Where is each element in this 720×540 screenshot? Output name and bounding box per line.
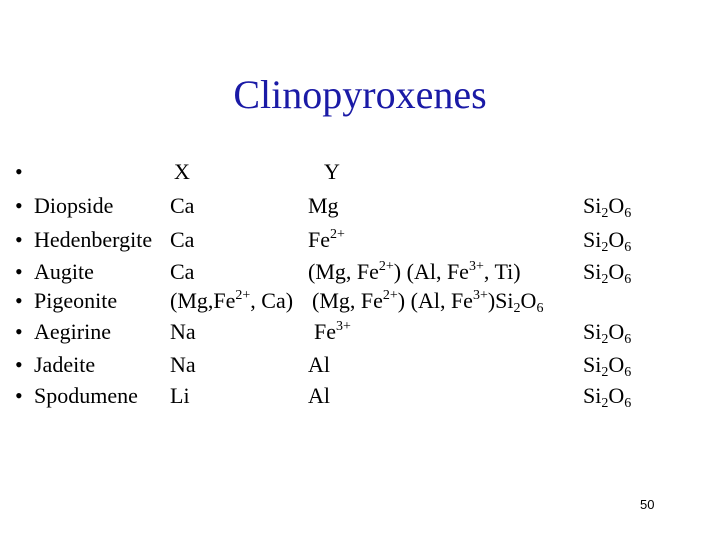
mineral-row bbox=[0, 256, 720, 288]
y-site: (Mg, $Fe^{2+}$) (Al, $Fe^{3+}$, Ti) bbox=[308, 259, 521, 284]
silicate-formula: $Si_2O_6$ bbox=[583, 227, 632, 255]
slide-title: Clinopyroxenes bbox=[233, 72, 487, 117]
bullet: • bbox=[15, 193, 23, 218]
bullet: • bbox=[15, 259, 23, 284]
silicate-formula: $Si_2O_6$ bbox=[583, 319, 632, 347]
mineral-row bbox=[0, 380, 720, 412]
y-site: Mg bbox=[308, 193, 339, 218]
page-number: 50 bbox=[640, 497, 655, 512]
bullet: • bbox=[15, 352, 23, 377]
mineral-row bbox=[0, 349, 720, 381]
mineral-name: Hedenbergite bbox=[34, 227, 153, 252]
silicate-formula: $Si_2O_6$ bbox=[583, 352, 632, 380]
silicate-formula: $Si_2O_6$ bbox=[583, 383, 632, 411]
mineral-name: Aegirine bbox=[34, 319, 111, 344]
mineral-name: Jadeite bbox=[34, 352, 96, 377]
x-site: Ca bbox=[170, 227, 195, 252]
y-site: Al bbox=[308, 383, 330, 408]
mineral-name: Diopside bbox=[34, 193, 114, 218]
mineral-name: Spodumene bbox=[34, 383, 138, 408]
mineral-row bbox=[0, 190, 720, 222]
y-site: Al bbox=[308, 352, 330, 377]
mineral-row bbox=[0, 285, 720, 317]
mineral-name: Augite bbox=[34, 259, 94, 284]
bullet: • bbox=[15, 383, 23, 408]
x-site: Na bbox=[170, 319, 196, 344]
y-header: Y bbox=[324, 159, 340, 184]
x-site: Ca bbox=[170, 259, 195, 284]
mineral-name: Pigeonite bbox=[34, 288, 118, 313]
bullet: • bbox=[15, 288, 23, 313]
bullet: • bbox=[15, 227, 23, 252]
x-header: X bbox=[174, 159, 190, 184]
bullet: • bbox=[15, 319, 23, 344]
y-site: $Fe^{2+}$ bbox=[308, 227, 345, 252]
mineral-row bbox=[0, 316, 720, 348]
x-site: Li bbox=[170, 383, 190, 408]
x-site: Ca bbox=[170, 193, 195, 218]
x-site: ($Mg,Fe^{2+}$, Ca) bbox=[170, 288, 294, 313]
header-row bbox=[0, 156, 720, 188]
silicate-formula: $Si_2O_6$ bbox=[583, 193, 632, 221]
x-site: Na bbox=[170, 352, 196, 377]
y-site: (Mg, $Fe^{2+}$) (Al, $Fe^{3+})Si_2O_6$ bbox=[312, 288, 544, 316]
mineral-row bbox=[0, 224, 720, 256]
y-site: $Fe^{3+}$ bbox=[314, 319, 351, 344]
silicate-formula: $Si_2O_6$ bbox=[583, 259, 632, 287]
bullet: • bbox=[15, 159, 23, 184]
